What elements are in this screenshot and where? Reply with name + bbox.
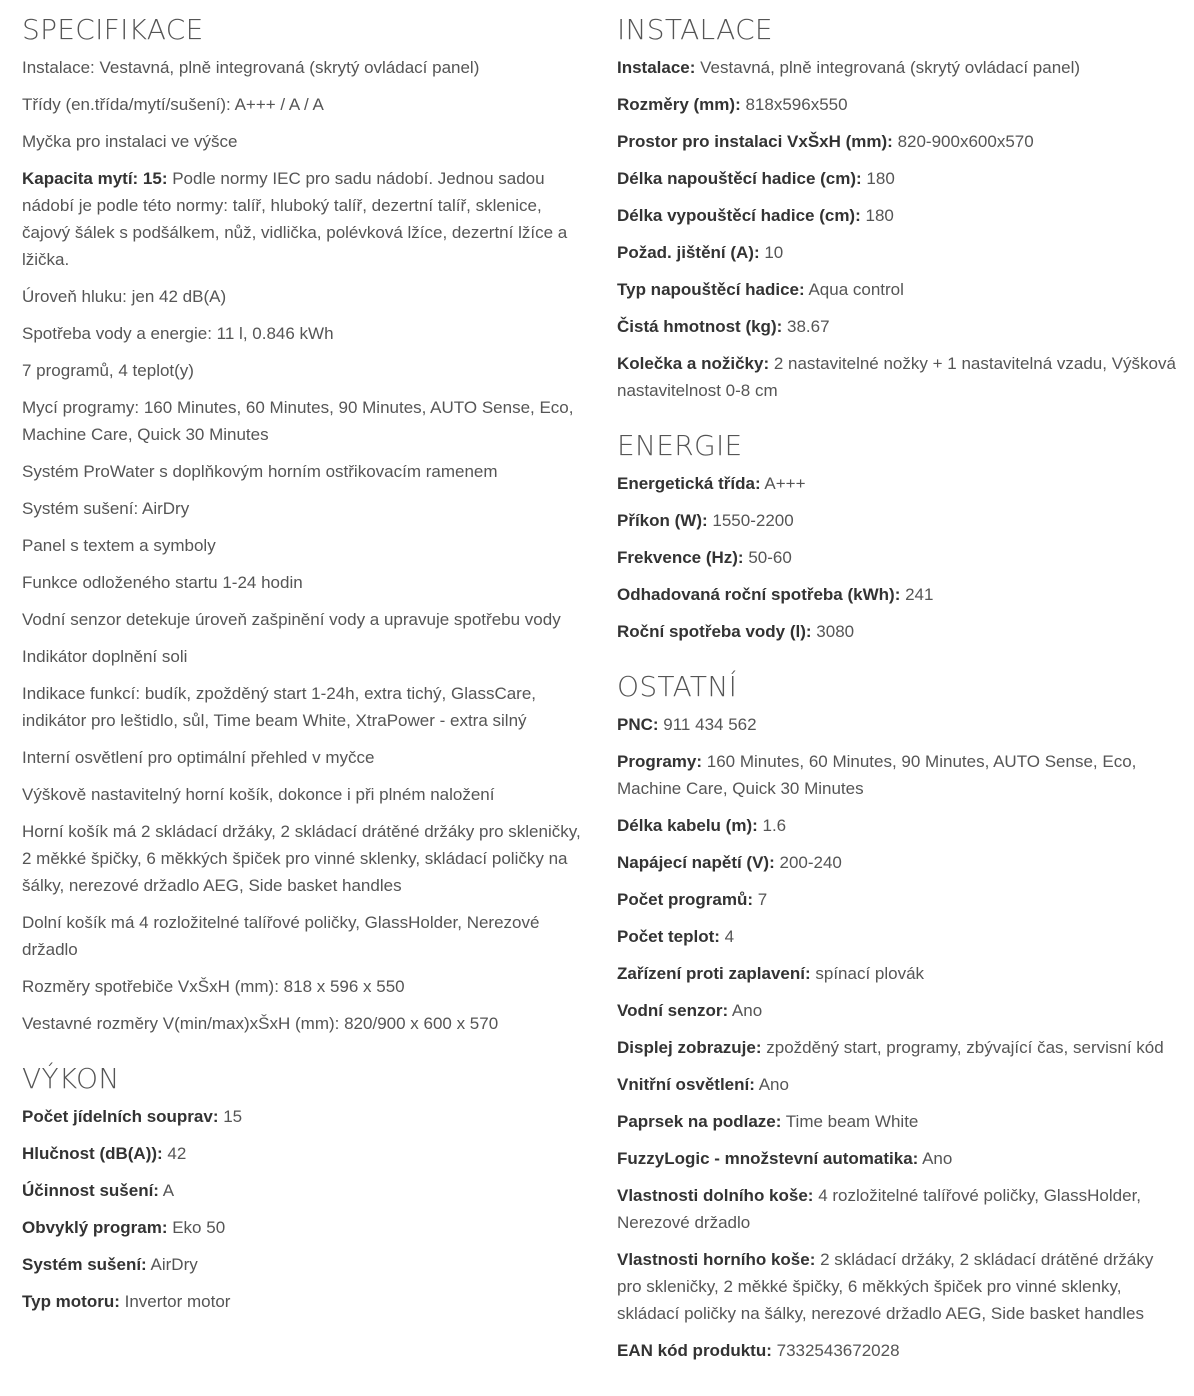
spec-label: Vlastnosti dolního koše: <box>617 1186 814 1205</box>
spec-value: Mycí programy: 160 Minutes, 60 Minutes, 90 Minutes, AUTO Sense, Eco, Machine Care, Quick 30 Minutes <box>22 398 574 444</box>
spec-label: Účinnost sušení: <box>22 1181 159 1200</box>
spec-label: Počet jídelních souprav: <box>22 1107 219 1126</box>
spec-value: Třídy (en.třída/mytí/sušení): A+++ / A / A <box>22 95 324 114</box>
spec-value: A <box>158 1181 175 1200</box>
spec-row <box>617 350 1182 404</box>
spec-value: 4 <box>719 927 735 946</box>
spec-row <box>22 357 585 384</box>
spec-label: Vnitřní osvětlení: <box>617 1075 755 1094</box>
spec-label: Délka kabelu (m): <box>617 816 758 835</box>
spec-row <box>22 320 585 347</box>
spec-row <box>22 91 585 118</box>
spec-value: Úroveň hluku: jen 42 dB(A) <box>22 287 227 306</box>
spec-label: Roční spotřeba vody (l): <box>617 622 812 641</box>
spec-value: 241 <box>900 585 934 604</box>
spec-label: Požad. jištění (A): <box>617 243 760 262</box>
spec-list <box>22 1103 585 1315</box>
right-column <box>595 10 1194 1396</box>
spec-row <box>617 618 1182 645</box>
section-title: VÝKON <box>22 1062 120 1095</box>
spec-value: Eko 50 <box>167 1218 226 1237</box>
spec-label: Instalace: <box>617 58 696 77</box>
spec-value: zpožděný start, programy, zbývající čas, servisní kód <box>761 1038 1164 1057</box>
spec-value: 15 <box>218 1107 243 1126</box>
spec-row <box>617 313 1182 340</box>
spec-value: 42 <box>162 1144 187 1163</box>
spec-value: 160 Minutes, 60 Minutes, 90 Minutes, AUTO Sense, Eco, Machine Care, Quick 30 Minutes <box>617 752 1137 798</box>
spec-row <box>22 680 585 734</box>
spec-value: Vestavná, plně integrovaná (skrytý ovládací panel) <box>695 58 1081 77</box>
spec-value: Dolní košík má 4 rozložitelné talířové poličky, GlassHolder, Nerezové držadlo <box>22 913 540 959</box>
spec-value: A+++ <box>760 474 806 493</box>
spec-row <box>22 128 585 155</box>
spec-row <box>617 886 1182 913</box>
section-title: INSTALACE <box>617 13 773 46</box>
spec-label: Zařízení proti zaplavení: <box>617 964 811 983</box>
spec-value: Instalace: Vestavná, plně integrovaná (skrytý ovládací panel) <box>22 58 480 77</box>
spec-value: Vestavné rozměry V(min/max)xŠxH (mm): 820/900 x 600 x 570 <box>22 1014 499 1033</box>
spec-row <box>22 54 585 81</box>
spec-value: 820-900x600x570 <box>892 132 1034 151</box>
spec-list <box>617 711 1182 1364</box>
spec-row <box>617 202 1182 229</box>
spec-row <box>617 1246 1182 1327</box>
spec-value: Indikace funkcí: budík, zpožděný start 1-24h, extra tichý, GlassCare, indikátor pro leštidlo, sůl, Time beam White, XtraPower - extra silný <box>22 684 537 730</box>
spec-label: Obvyklý program: <box>22 1218 168 1237</box>
spec-row <box>617 711 1182 738</box>
spec-value: 3080 <box>811 622 855 641</box>
spec-row <box>617 1034 1182 1061</box>
spec-label: EAN kód produktu: <box>617 1341 772 1360</box>
spec-row <box>22 458 585 485</box>
spec-value: Podle normy IEC pro sadu nádobí. Jednou sadou nádobí je podle této normy: talíř, hluboký talíř, dezertní talíř, sklenice, čajový šálek s podšálkem, nůž, vidlička, polévková lžíce, dezertní lžíce a lžička. <box>22 169 568 269</box>
spec-row <box>22 781 585 808</box>
spec-value: Aqua control <box>804 280 904 299</box>
spec-value: 7 programů, 4 teplot(y) <box>22 361 194 380</box>
section-title: ENERGIE <box>617 429 743 462</box>
spec-value: Invertor motor <box>119 1292 231 1311</box>
section-ostatni <box>617 667 1182 1364</box>
spec-label: FuzzyLogic - množstevní automatika: <box>617 1149 919 1168</box>
spec-value: Rozměry spotřebiče VxŠxH (mm): 818 x 596 x 550 <box>22 977 405 996</box>
spec-label: Příkon (W): <box>617 511 708 530</box>
spec-row <box>617 812 1182 839</box>
spec-row <box>22 1251 585 1278</box>
spec-row <box>617 997 1182 1024</box>
spec-label: Typ motoru: <box>22 1292 120 1311</box>
spec-row <box>22 1177 585 1204</box>
spec-row <box>617 1145 1182 1172</box>
spec-row <box>617 960 1182 987</box>
spec-value: Spotřeba vody a energie: 11 l, 0.846 kWh <box>22 324 334 343</box>
spec-label: Délka napouštěcí hadice (cm): <box>617 169 862 188</box>
spec-label: Displej zobrazuje: <box>617 1038 762 1057</box>
spec-value: 180 <box>860 206 894 225</box>
spec-list <box>617 470 1182 645</box>
spec-label: Typ napouštěcí hadice: <box>617 280 805 299</box>
section-title: OSTATNÍ <box>617 670 738 703</box>
spec-value: 50-60 <box>743 548 792 567</box>
spec-row <box>22 643 585 670</box>
spec-label: Hlučnost (dB(A)): <box>22 1144 163 1163</box>
spec-label: Energetická třída: <box>617 474 761 493</box>
spec-value: 1.6 <box>757 816 787 835</box>
spec-row <box>22 569 585 596</box>
spec-row <box>22 1288 585 1315</box>
spec-label: Odhadovaná roční spotřeba (kWh): <box>617 585 901 604</box>
spec-value: 7 <box>753 890 768 909</box>
spec-row <box>22 1010 585 1037</box>
spec-row <box>22 818 585 899</box>
spec-value: Panel s textem a symboly <box>22 536 216 555</box>
spec-label: Napájecí napětí (V): <box>617 853 775 872</box>
spec-value: 911 434 562 <box>658 715 757 734</box>
spec-value: Výškově nastavitelný horní košík, dokonce i při plném naložení <box>22 785 495 804</box>
spec-label: Frekvence (Hz): <box>617 548 744 567</box>
spec-label: Vodní senzor: <box>617 1001 729 1020</box>
spec-label: PNC: <box>617 715 659 734</box>
spec-value: Ano <box>754 1075 789 1094</box>
spec-label: Kapacita mytí: 15: <box>22 169 168 188</box>
spec-label: Počet programů: <box>617 890 754 909</box>
spec-value: 7332543672028 <box>771 1341 900 1360</box>
spec-value: Vodní senzor detekuje úroveň zašpinění vody a upravuje spotřebu vody <box>22 610 561 629</box>
spec-row <box>617 581 1182 608</box>
spec-row <box>617 923 1182 950</box>
spec-value: 4 rozložitelné talířové poličky, GlassHolder, Nerezové držadlo <box>617 1186 1142 1232</box>
spec-label: Programy: <box>617 752 703 771</box>
spec-list <box>22 54 585 1037</box>
spec-value: 1550-2200 <box>707 511 794 530</box>
spec-row <box>22 532 585 559</box>
spec-value: Ano <box>728 1001 763 1020</box>
spec-row <box>22 283 585 310</box>
spec-value: 180 <box>861 169 895 188</box>
spec-row <box>617 470 1182 497</box>
spec-label: Počet teplot: <box>617 927 720 946</box>
spec-value: Myčka pro instalaci ve výšce <box>22 132 238 151</box>
spec-value: Time beam White <box>781 1112 919 1131</box>
spec-row <box>617 91 1182 118</box>
spec-label: Systém sušení: <box>22 1255 147 1274</box>
left-column <box>0 10 595 1396</box>
spec-row <box>22 744 585 771</box>
spec-row <box>22 165 585 273</box>
spec-row <box>617 1071 1182 1098</box>
spec-value: Interní osvětlení pro optimální přehled v myčce <box>22 748 375 767</box>
spec-row <box>617 128 1182 155</box>
section-vykon <box>22 1059 585 1315</box>
spec-row <box>22 1140 585 1167</box>
spec-value: Ano <box>918 1149 953 1168</box>
spec-row <box>617 544 1182 571</box>
spec-row <box>22 606 585 633</box>
spec-value: 818x596x550 <box>740 95 848 114</box>
spec-row <box>22 394 585 448</box>
spec-label: Délka vypouštěcí hadice (cm): <box>617 206 861 225</box>
spec-row <box>617 54 1182 81</box>
spec-label: Rozměry (mm): <box>617 95 741 114</box>
spec-row <box>617 239 1182 266</box>
spec-row <box>22 973 585 1000</box>
spec-label: Kolečka a nožičky: <box>617 354 770 373</box>
spec-value: 2 nastavitelné nožky + 1 nastavitelná vzadu, Výšková nastavitelnost 0-8 cm <box>617 354 1176 400</box>
spec-row <box>617 165 1182 192</box>
spec-label: Vlastnosti horního koše: <box>617 1250 816 1269</box>
spec-label: Prostor pro instalaci VxŠxH (mm): <box>617 132 893 151</box>
spec-value: AirDry <box>146 1255 198 1274</box>
spec-value: 38.67 <box>782 317 830 336</box>
spec-value: Indikátor doplnění soli <box>22 647 188 666</box>
spec-value: 10 <box>759 243 784 262</box>
spec-label: Paprsek na podlaze: <box>617 1112 782 1131</box>
spec-value: 200-240 <box>774 853 842 872</box>
spec-value: Horní košík má 2 skládací držáky, 2 skládací drátěné držáky pro skleničky, 2 měkké špičky, 6 měkkých špiček pro vinné sklenky, skládací poličky na šálky, nerezové držadlo AEG, Side basket handles <box>22 822 581 895</box>
spec-row <box>617 1182 1182 1236</box>
spec-row <box>617 849 1182 876</box>
section-instalace <box>617 10 1182 404</box>
spec-value: Systém ProWater s doplňkovým horním ostřikovacím ramenem <box>22 462 498 481</box>
section-specifikace <box>22 10 585 1037</box>
spec-row <box>22 495 585 522</box>
spec-list <box>617 54 1182 404</box>
spec-row <box>22 909 585 963</box>
spec-row <box>617 748 1182 802</box>
spec-row <box>22 1103 585 1130</box>
spec-value: Funkce odloženého startu 1-24 hodin <box>22 573 303 592</box>
spec-row <box>617 1108 1182 1135</box>
spec-value: spínací plovák <box>810 964 925 983</box>
spec-row <box>617 276 1182 303</box>
spec-value: Systém sušení: AirDry <box>22 499 190 518</box>
section-title: SPECIFIKACE <box>22 13 204 46</box>
spec-value: 2 skládací držáky, 2 skládací drátěné držáky pro skleničky, 2 měkké špičky, 6 měkkých špiček pro vinné sklenky, skládací poličky na šálky, nerezové držadlo AEG, Side basket handles <box>617 1250 1154 1323</box>
section-energie <box>617 426 1182 645</box>
spec-row <box>617 507 1182 534</box>
spec-row <box>22 1214 585 1241</box>
spec-row <box>617 1337 1182 1364</box>
spec-label: Čistá hmotnost (kg): <box>617 317 783 336</box>
